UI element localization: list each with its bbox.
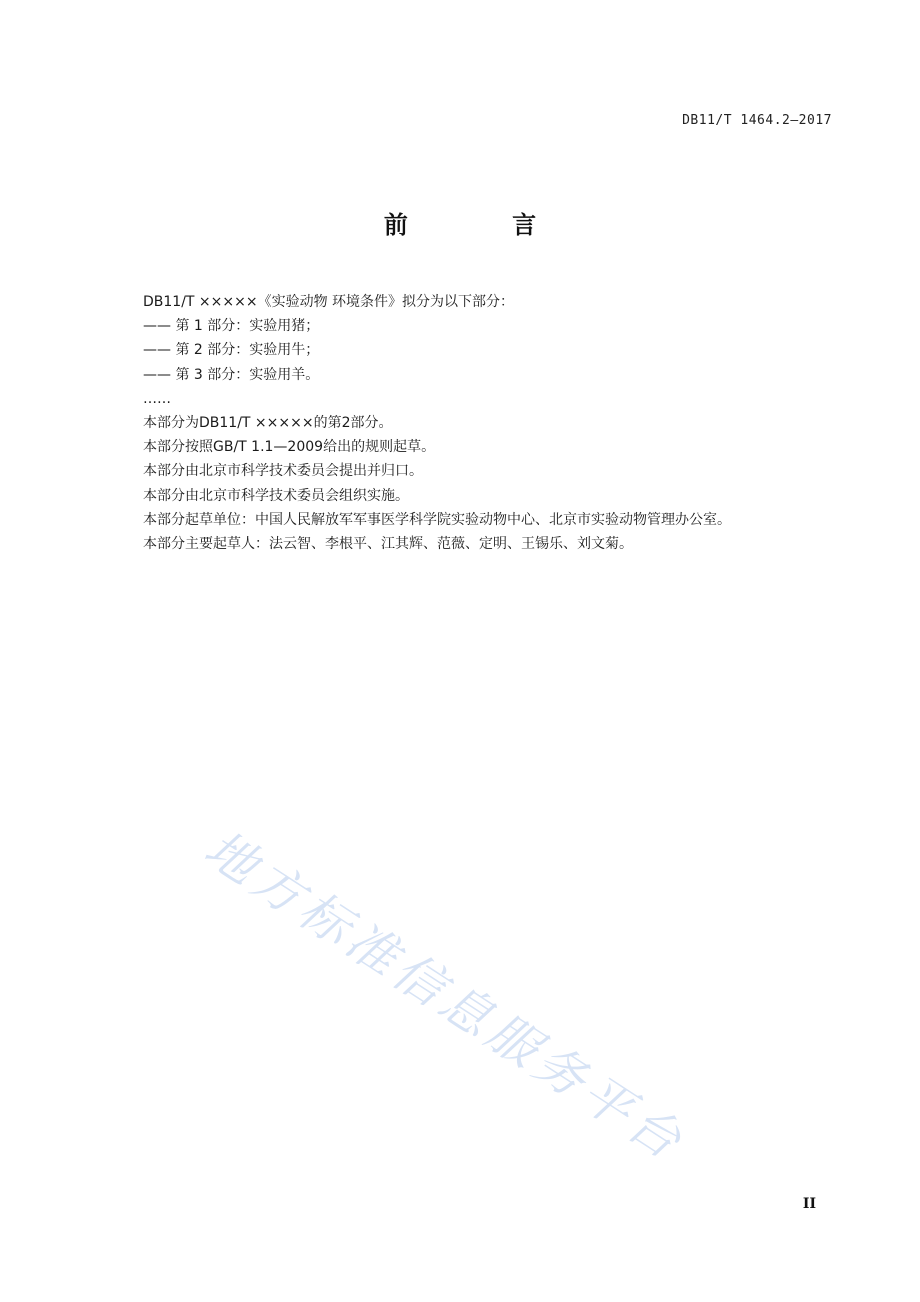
page-title: 前 言	[383, 211, 585, 239]
paragraph-implementer: 本部分由北京市科学技术委员会组织实施。	[143, 487, 409, 504]
list-ellipsis: ……	[143, 390, 171, 407]
list-item-part-1: —— 第 1 部分：实验用猪；	[143, 318, 320, 335]
watermark-text: 地方标准信息服务平台	[194, 819, 696, 1173]
paragraph-drafting-units: 本部分起草单位：中国人民解放军军事医学科学院实验动物中心、北京市实验动物管理办公室。	[143, 511, 731, 528]
paragraph-drafting-rules: 本部分按照GB/T 1.1—2009给出的规则起草。	[143, 439, 436, 456]
paragraph-proposer: 本部分由北京市科学技术委员会提出并归口。	[143, 463, 423, 480]
foreword-body	[143, 290, 843, 556]
document-code: DB11/T 1464.2—2017	[682, 113, 832, 128]
paragraph-part-number: 本部分为DB11/T ×××××的第2部分。	[143, 415, 393, 432]
paragraph-drafters: 本部分主要起草人：法云智、李根平、江其辉、范薇、定明、王锡乐、刘文菊。	[143, 536, 633, 553]
list-item-part-2: —— 第 2 部分：实验用牛；	[143, 342, 320, 359]
paragraph-parts-intro: DB11/T ×××××《实验动物 环境条件》拟分为以下部分：	[143, 294, 515, 310]
list-item-part-3: —— 第 3 部分：实验用羊。	[143, 366, 320, 383]
page-number: II	[802, 1196, 816, 1212]
